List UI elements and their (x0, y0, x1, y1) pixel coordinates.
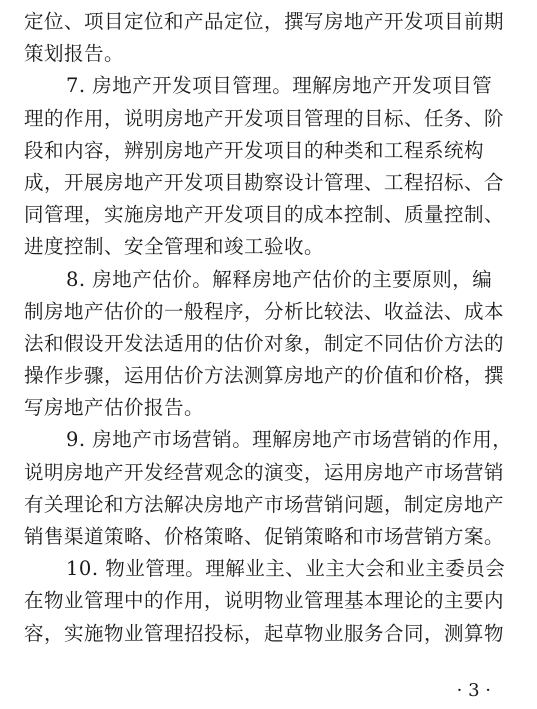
text-line: 8. 房地产估价。解释房地产估价的主要原则，编 (66, 267, 493, 291)
text-line: 定位、项目定位和产品定位，撰写房地产开发项目前期 (24, 10, 505, 33)
text-line: 容，实施物业管理招投标，起草物业服务合同，测算物 (24, 621, 505, 645)
text-line: 同管理，实施房地产开发项目的成本控制、质量控制、 (24, 203, 505, 227)
text-line: 理的作用，说明房地产开发项目管理的目标、任务、阶 (24, 106, 505, 130)
text-line: 操作步骤，运用估价方法测算房地产的价值和价格，撰 (24, 364, 505, 388)
text-line: 制房地产估价的一般程序，分析比较法、收益法、成本 (24, 299, 505, 323)
text-line: 销售渠道策略、价格策略、促销策略和市场营销方案。 (24, 525, 505, 548)
text-line: 说明房地产开发经营观念的演变，运用房地产市场营销 (24, 460, 505, 484)
page-number: · 3 · (456, 680, 491, 701)
text-line: 写房地产估价报告。 (24, 396, 205, 420)
text-line: 在物业管理中的作用，说明物业管理基本理论的主要内 (24, 589, 505, 613)
text-line: 成，开展房地产开发项目勘察设计管理、工程招标、合 (24, 170, 505, 194)
text-line: 进度控制、安全管理和竣工验收。 (24, 235, 325, 259)
text-line: 9. 房地产市场营销。理解房地产市场营销的作用， (66, 428, 513, 452)
text-line: 法和假设开发法适用的估价对象，制定不同估价方法的 (24, 331, 505, 355)
text-line: 10. 物业管理。理解业主、业主大会和业主委员会 (66, 557, 506, 581)
text-line: 段和内容，辨别房地产开发项目的种类和工程系统构 (24, 138, 485, 162)
text-line: 策划报告。 (24, 42, 125, 66)
text-line: 7. 房地产开发项目管理。理解房地产开发项目管 (66, 74, 493, 98)
text-line: 有关理论和方法解决房地产市场营销问题，制定房地产 (24, 492, 505, 516)
